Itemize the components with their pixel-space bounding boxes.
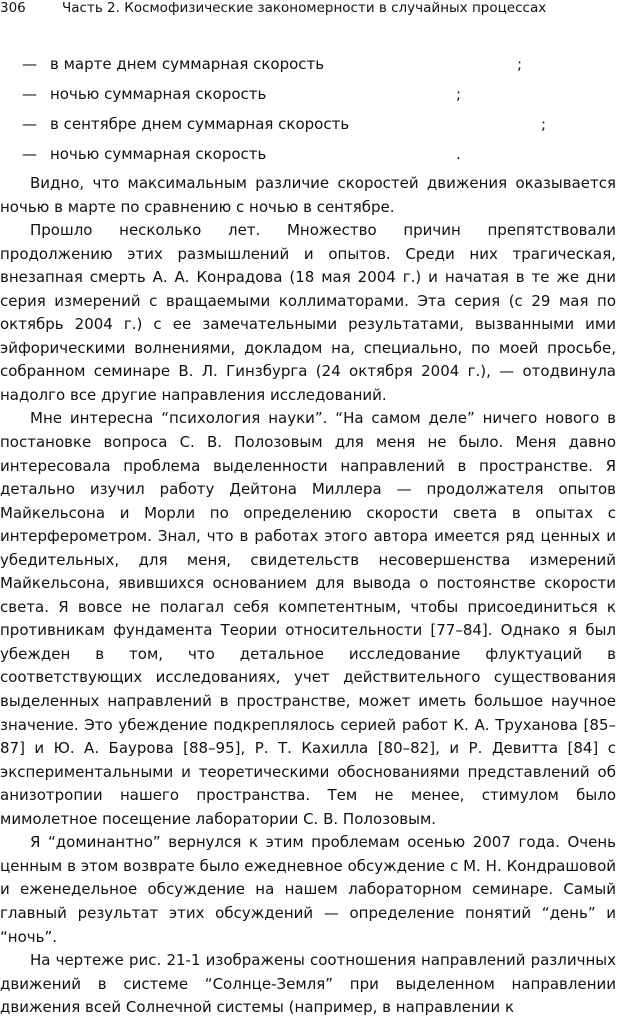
- list-dash: —: [22, 85, 37, 103]
- list-item-text: в марте днем суммарная скорость: [50, 55, 325, 73]
- list-item-punct: ;: [456, 85, 462, 103]
- list-item-text: в сентябре днем суммарная скорость: [50, 115, 350, 133]
- body-text: [0, 172, 616, 1020]
- paragraph: Я “доминантно” вернулся к этим проблемам осенью 2007 года. Очень ценным в этом возврате было ежедневное обсуждение с М. Н. Кондрашовой и еженедельное обсуждение на нашем лабораторном семинаре. Самый главный результат этих обсуждений — определение понятий “день” и “ночь”.: [0, 833, 616, 946]
- list-item: [0, 111, 618, 141]
- paragraph: На чертеже рис. 21-1 изображены соотношения направлений различных движений в системе “Солнце-Земля” при выделенном направлении движения всей Солнечной системы (например, в направлении к: [0, 951, 616, 1017]
- list-item-punct: ;: [517, 55, 523, 73]
- list-item: [0, 51, 618, 81]
- velocity-list: [0, 51, 618, 171]
- list-item-text: ночью суммарная скорость: [50, 145, 267, 163]
- list-item-punct: ;: [541, 115, 547, 133]
- list-dash: —: [22, 55, 37, 73]
- list-dash: —: [22, 145, 37, 163]
- list-dash: —: [22, 115, 37, 133]
- paragraph: Прошло несколько лет. Множество причин препятствовали продолжению этих размышлений и опытов. Среди них трагическая, внезапная смерть А. А. Конрадова (18 мая 2004 г.) и начатая в те же дни серия измерений с вращаемыми коллиматорами. Эта серия (с 29 мая по октябрь 2004 г.) с ее замечательными результатами, вызванными ими эйфорическими волнениями, докладом на, специально, по моей просьбе, собранном семинаре В. Л. Гинзбурга (24 октября 2004 г.), — отодвинула надолго все другие направления исследований.: [0, 221, 616, 404]
- running-title: Часть 2. Космофизические закономерности в случайных процессах: [62, 0, 547, 16]
- list-item-text: ночью суммарная скорость: [50, 85, 267, 103]
- list-item: [0, 141, 618, 171]
- paragraph: Мне интересна “психология науки”. “На самом деле” ничего нового в постановке вопроса С. В. Полозовым для меня не было. Меня давно интересовала проблема выделенности направлений в пространстве. Я детально изучил работу Дейтона Миллера — продолжателя опытов Майкельсона и Морли по определению скорости света в опытах с интерферометром. Знал, что в работах этого автора имеется ряд ценных и убедительных, для меня, свидетельств несовершенства измерений Майкельсона, явившихся основанием для вывода о постоянстве скорости света. Я вовсе не полагал себя компетентным, чтобы присоединиться к противникам фундамента Теории относительности [77–84]. Однако я был убежден в том, что детальное исследование флуктуаций в соответствующих исследованиях, учет действительного существования выделенных направлений в пространстве, может иметь большое научное значение. Это убеждение подкреплялось серией работ К. А. Труханова [85–87] и Ю. А. Баурова [88–95], Р. Т. Кахилла [80–82], и Р. Девитта [84] с экспериментальными и теоретическими обоснованиями представлений об анизотропии нашего пространства. Тем не менее, стимулом было мимолетное посещение лаборатории С. В. Полозовым.: [0, 409, 616, 828]
- running-header: [0, 0, 618, 24]
- list-item: [0, 81, 618, 111]
- page-number: 306: [0, 0, 26, 16]
- paragraph: Видно, что максимальным различие скоростей движения оказывается ночью в марте по сравнению с ночью в сентябре.: [0, 174, 616, 216]
- list-item-punct: .: [456, 145, 461, 163]
